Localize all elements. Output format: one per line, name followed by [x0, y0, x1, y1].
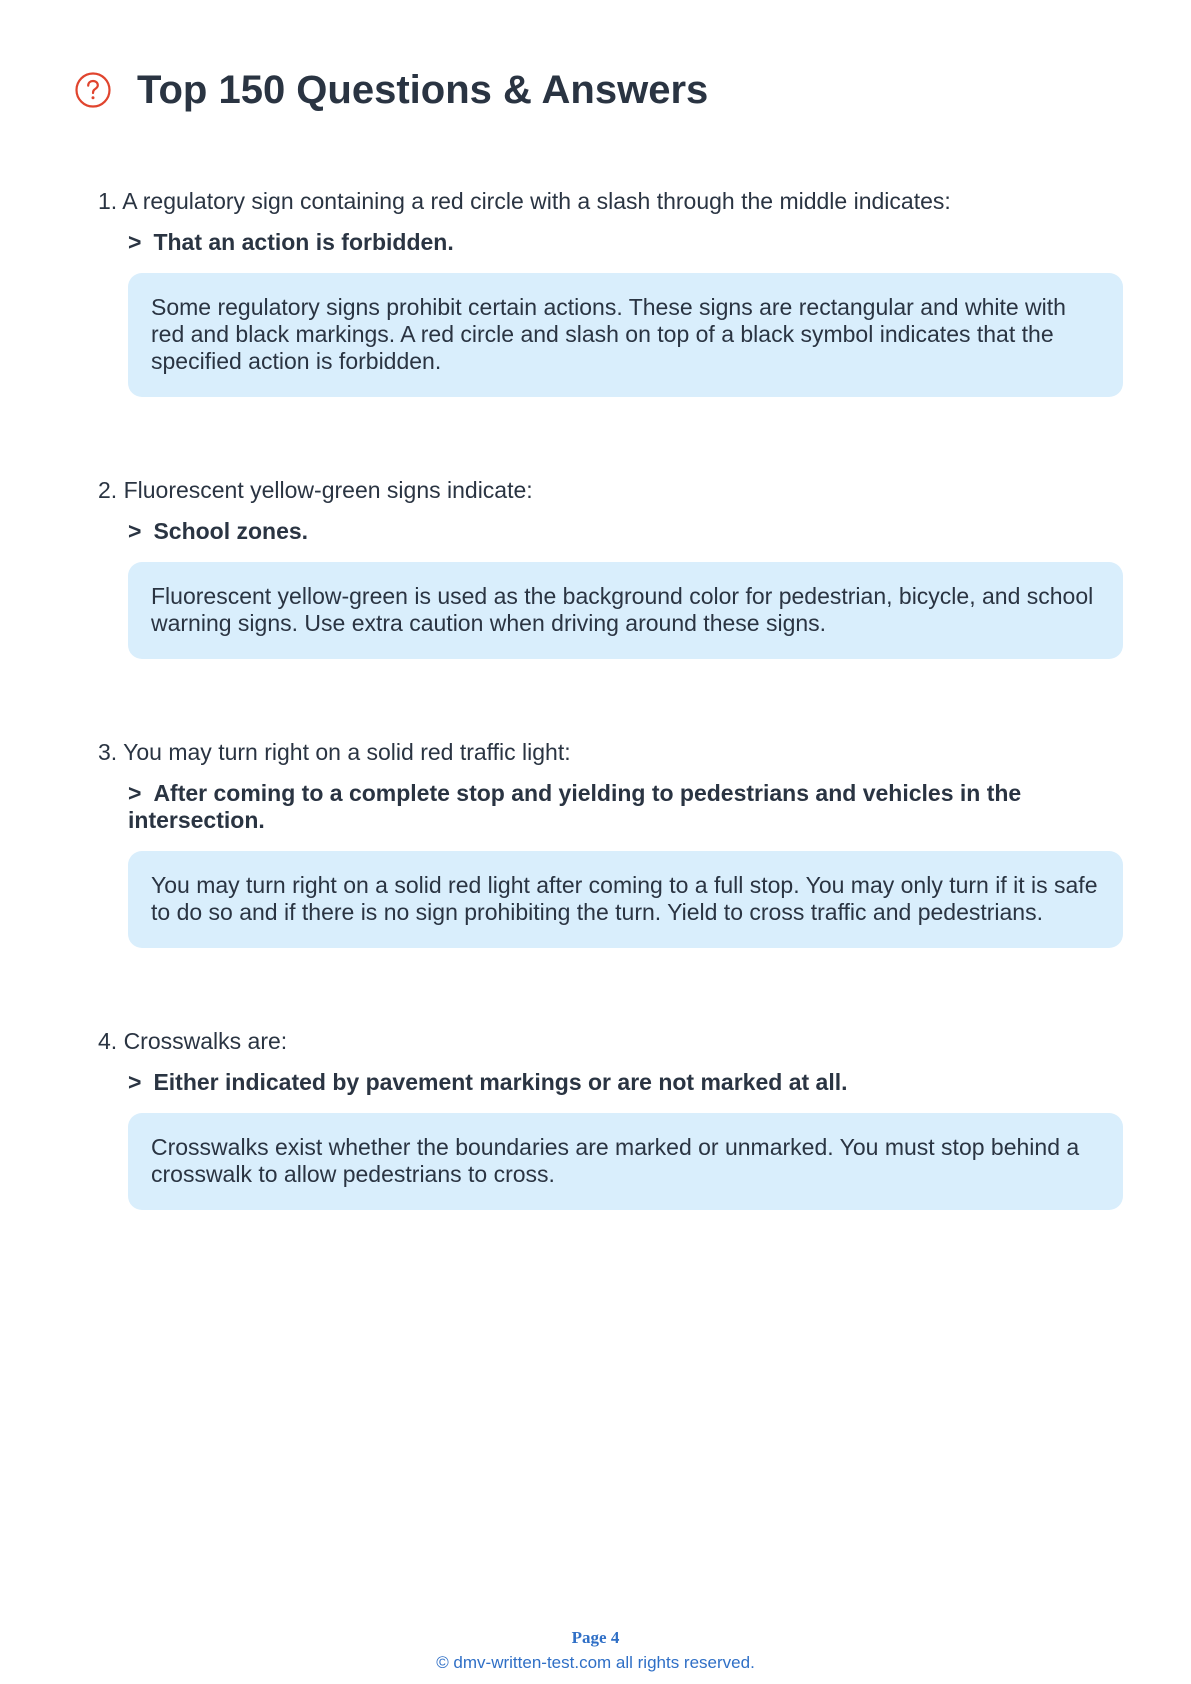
explanation-box: Crosswalks exist whether the boundaries are marked or unmarked. You must stop behind a crosswalk to allow pedestrians to cross. [128, 1113, 1123, 1210]
copyright-link[interactable]: © dmv-written-test.com all rights reserved. [436, 1653, 755, 1672]
answer-text: School zones. [153, 518, 309, 544]
explanation-box: Fluorescent yellow-green is used as the background color for pedestrian, bicycle, and school warning signs. Use extra caution when driving around these signs. [128, 562, 1123, 659]
page-footer [0, 1627, 1191, 1674]
answer-marker: > [128, 518, 142, 544]
question-text: 2. Fluorescent yellow-green signs indicate: [98, 477, 533, 503]
page-title: Top 150 Questions & Answers [137, 68, 709, 112]
answer [128, 780, 1123, 834]
question-text: 3. You may turn right on a solid red traffic light: [98, 739, 571, 765]
qa-item [98, 737, 1123, 948]
question-text: 4. Crosswalks are: [98, 1028, 288, 1054]
question-text: 1. A regulatory sign containing a red circle with a slash through the middle indicates: [98, 188, 951, 214]
answer-text: That an action is forbidden. [153, 229, 454, 255]
qa-list [98, 186, 1123, 1288]
question-circle-icon [74, 71, 112, 109]
answer-text: Either indicated by pavement markings or are not marked at all. [153, 1069, 848, 1095]
answer [128, 1069, 1123, 1096]
answer-marker: > [128, 1069, 142, 1095]
answer [128, 229, 1123, 256]
answer-text: After coming to a complete stop and yielding to pedestrians and vehicles in the intersection. [128, 780, 1022, 833]
qa-item [98, 1026, 1123, 1210]
qa-item [98, 475, 1123, 659]
answer [128, 518, 1123, 545]
page-number: Page 4 [571, 1628, 620, 1647]
qa-item [98, 186, 1123, 397]
explanation-box: Some regulatory signs prohibit certain actions. These signs are rectangular and white with red and black markings. A red circle and slash on top of a black symbol indicates that the specified action is forbidden. [128, 273, 1123, 397]
explanation-box: You may turn right on a solid red light after coming to a full stop. You may only turn if it is safe to do so and if there is no sign prohibiting the turn. Yield to cross traffic and pedestrians. [128, 851, 1123, 948]
page-header [74, 62, 708, 118]
answer-marker: > [128, 780, 142, 806]
answer-marker: > [128, 229, 142, 255]
